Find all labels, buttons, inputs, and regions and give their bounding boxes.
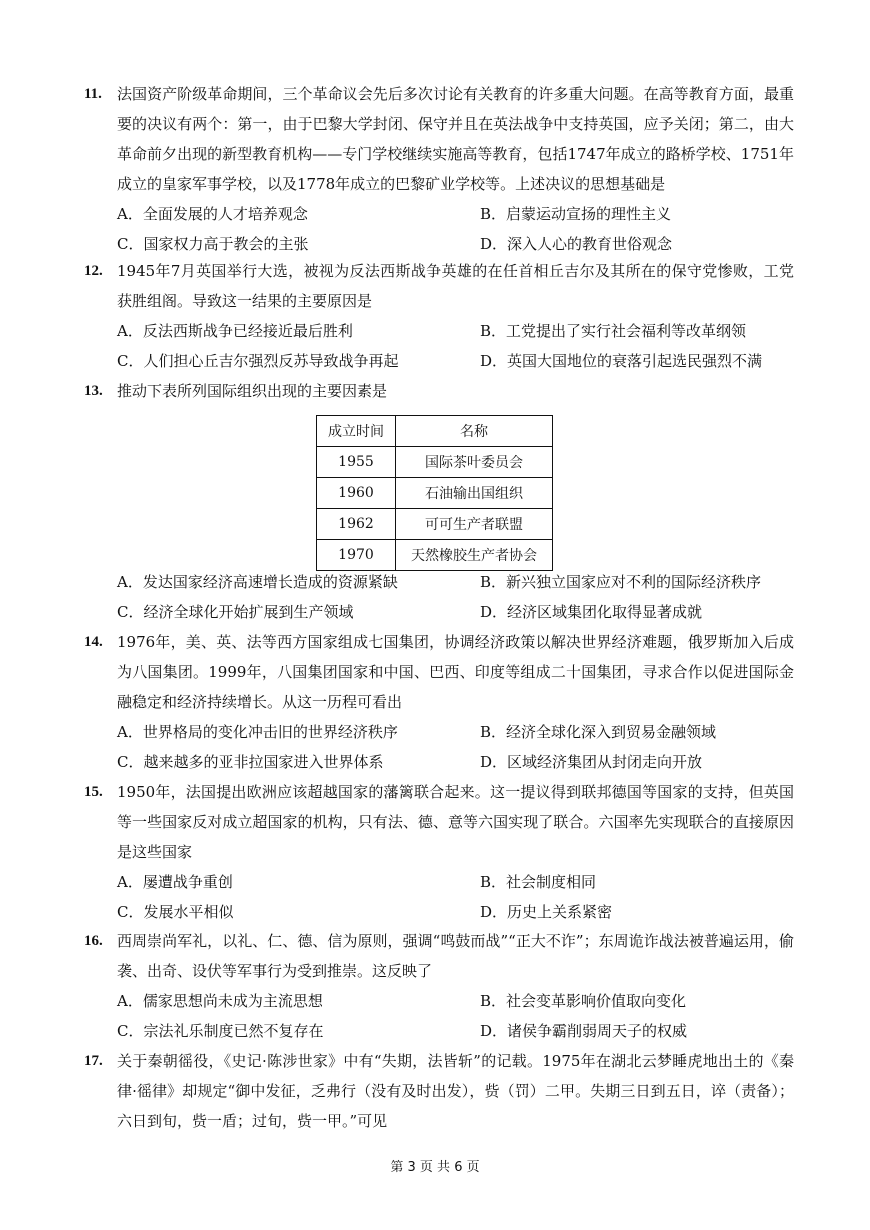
page-footer: 第 3 页 共 6 页 — [390, 1160, 480, 1175]
question-number: 11. — [84, 86, 102, 102]
option-b[interactable]: B．新兴独立国家应对不利的国际经济秩序 — [480, 573, 762, 591]
question-12 — [84, 256, 794, 376]
options — [117, 867, 794, 927]
option-d[interactable]: D．诸侯争霸削弱周天子的权威 — [480, 1022, 688, 1040]
table-cell: 石油输出国组织 — [396, 478, 553, 509]
question-15 — [84, 777, 794, 927]
question-number: 12. — [84, 263, 103, 279]
option-d[interactable]: D．经济区域集团化取得显著成就 — [480, 603, 703, 621]
table-row — [317, 540, 553, 571]
question-stem: 1976年，美、英、法等西方国家组成七国集团，协调经济政策以解决世界经济难题，俄罗斯加入后成为八国集团。1999年，八国集团国家和中国、巴西、印度等组成二十国集团，寻求合作以促进国际金融稳定和经济持续增长。从这一历程可看出 — [117, 633, 794, 711]
table-header-row — [317, 416, 553, 447]
option-a[interactable]: A．反法西斯战争已经接近最后胜利 — [117, 322, 353, 340]
question-number: 15. — [84, 784, 103, 800]
question-13-options — [84, 567, 794, 627]
question-11 — [84, 79, 794, 259]
question-stem: 关于秦朝徭役，《史记·陈涉世家》中有“失期，法皆斩”的记载。1975年在湖北云梦睡虎地出土的《秦律·徭律》却规定“御中发征，乏弗行（没有及时出发），赀（罚）二甲。失期三日到五日，谇（责备）；六日到旬，赀一盾；过旬，赀一甲。”可见 — [117, 1052, 794, 1130]
option-a[interactable]: A．全面发展的人才培养观念 — [117, 205, 308, 223]
option-a[interactable]: A．发达国家经济高速增长造成的资源紧缺 — [117, 573, 398, 591]
option-b[interactable]: B．经济全球化深入到贸易金融领域 — [480, 723, 717, 741]
option-b[interactable]: B．工党提出了实行社会福利等改革纲领 — [480, 322, 747, 340]
option-b[interactable]: B．启蒙运动宣扬的理性主义 — [480, 205, 672, 223]
column-header: 成立时间 — [317, 416, 396, 447]
organizations-table — [316, 415, 553, 571]
table-cell: 1955 — [317, 447, 396, 478]
table-cell: 1970 — [317, 540, 396, 571]
option-d[interactable]: D．区域经济集团从封闭走向开放 — [480, 753, 703, 771]
table-cell: 1962 — [317, 509, 396, 540]
question-stem: 西周崇尚军礼，以礼、仁、德、信为原则，强调“鸣鼓而战”“正大不诈”；东周诡诈战法被普遍运用，偷袭、出奇、设伏等军事行为受到推崇。这反映了 — [117, 932, 794, 980]
option-b[interactable]: B．社会变革影响价值取向变化 — [480, 992, 687, 1010]
option-c[interactable]: C．越来越多的亚非拉国家进入世界体系 — [117, 753, 384, 771]
option-d[interactable]: D．英国大国地位的衰落引起选民强烈不满 — [480, 352, 763, 370]
table-cell: 1960 — [317, 478, 396, 509]
option-c[interactable]: C．国家权力高于教会的主张 — [117, 235, 309, 253]
question-stem: 1950年，法国提出欧洲应该超越国家的藩篱联合起来。这一提议得到联邦德国等国家的支持，但英国等一些国家反对成立超国家的机构，只有法、德、意等六国实现了联合。六国率先实现联合的直接原因是这些国家 — [117, 783, 794, 861]
option-c[interactable]: C．发展水平相似 — [117, 903, 234, 921]
option-c[interactable]: C．经济全球化开始扩展到生产领域 — [117, 603, 354, 621]
question-stem: 法国资产阶级革命期间，三个革命议会先后多次讨论有关教育的许多重大问题。在高等教育方面，最重要的决议有两个：第一，由于巴黎大学封闭、保守并且在英法战争中支持英国，应予关闭；第二，由大革命前夕出现的新型教育机构——专门学校继续实施高等教育，包括1747年成立的路桥学校、1751年成立的皇家军事学校，以及1778年成立的巴黎矿业学校等。上述决议的思想基础是 — [117, 85, 794, 193]
options — [117, 717, 794, 777]
options — [117, 199, 794, 259]
question-number: 16. — [84, 933, 103, 949]
option-c[interactable]: C．人们担心丘吉尔强烈反苏导致战争再起 — [117, 352, 399, 370]
question-stem: 推动下表所列国际组织出现的主要因素是 — [117, 382, 388, 400]
table-cell: 可可生产者联盟 — [396, 509, 553, 540]
option-a[interactable]: A．世界格局的变化冲击旧的世界经济秩序 — [117, 723, 398, 741]
options — [117, 316, 794, 376]
question-number: 14. — [84, 634, 103, 650]
options — [117, 986, 794, 1046]
question-13 — [84, 376, 794, 406]
option-d[interactable]: D．历史上关系紧密 — [480, 903, 613, 921]
table-row — [317, 447, 553, 478]
option-b[interactable]: B．社会制度相同 — [480, 873, 597, 891]
column-header: 名称 — [396, 416, 553, 447]
table-cell: 国际茶叶委员会 — [396, 447, 553, 478]
question-16 — [84, 926, 794, 1046]
question-14 — [84, 627, 794, 777]
table-row — [317, 478, 553, 509]
question-17 — [84, 1046, 794, 1136]
options — [117, 567, 794, 627]
table-cell: 天然橡胶生产者协会 — [396, 540, 553, 571]
table-row — [317, 509, 553, 540]
option-c[interactable]: C．宗法礼乐制度已然不复存在 — [117, 1022, 324, 1040]
question-number: 17. — [84, 1053, 103, 1069]
option-a[interactable]: A．儒家思想尚未成为主流思想 — [117, 992, 323, 1010]
question-stem: 1945年7月英国举行大选，被视为反法西斯战争英雄的在任首相丘吉尔及其所在的保守党惨败，工党获胜组阁。导致这一结果的主要原因是 — [117, 262, 794, 310]
question-number: 13. — [84, 383, 103, 399]
option-a[interactable]: A．屡遭战争重创 — [117, 873, 233, 891]
option-d[interactable]: D．深入人心的教育世俗观念 — [480, 235, 673, 253]
